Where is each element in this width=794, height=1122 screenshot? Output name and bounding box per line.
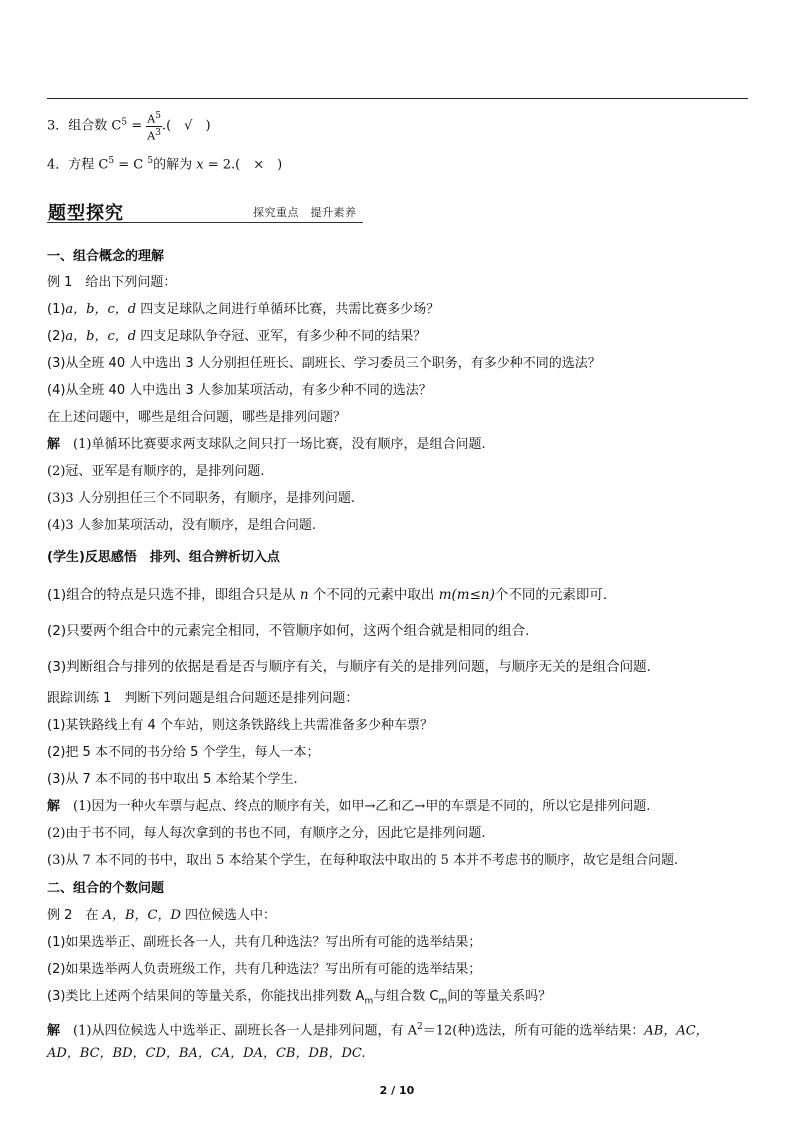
- q3-sub1: m: [364, 996, 374, 1007]
- example1-solution4: (4)3 人参加某项活动，没有顺序，是组合问题.: [47, 518, 316, 533]
- frac-den-sup: 3: [155, 127, 161, 138]
- solution-text: (1)因为一种火车票与起点、终点的顺序有关，如甲→乙和乙→甲的车票是不同的，所以它是排列问题.: [73, 799, 651, 814]
- q3-sub2: m: [438, 996, 448, 1007]
- solution-label: 解: [47, 1023, 61, 1039]
- training1: [47, 691, 358, 707]
- q3-text: (3)类比上述两个结果间的等量关系，你能找出排列数 A: [47, 989, 365, 1004]
- reflect-point3: (3)判断组合与排列的依据是看是否与顺序有关，与顺序有关的是排列问题，与顺序无关的是组合问题.: [47, 659, 651, 675]
- example2-text: 在: [85, 908, 103, 923]
- example1-solution3: (3)3 人分别担任三个不同职务，有顺序，是排列问题.: [47, 491, 355, 506]
- example2-q3: [47, 989, 551, 1010]
- solution-label: 解: [47, 799, 61, 814]
- solution-label: 解: [47, 437, 61, 452]
- item3-sup: 5: [121, 117, 128, 128]
- item4-sup2: 5: [147, 156, 154, 166]
- section-title: 题型探究: [48, 203, 124, 224]
- page-number: 2 / 10: [379, 1084, 415, 1097]
- example2-solution1-cont: [47, 1046, 366, 1062]
- sol-results2: AD，BC，BD，CD，BA，CA，DA，CB，DB，DC.: [47, 1046, 366, 1061]
- r1-text2: 个不同的元素中取出: [308, 587, 439, 603]
- sol-sup: 2: [416, 1022, 423, 1032]
- item4-x: x: [196, 157, 204, 173]
- item-4: [47, 153, 282, 173]
- q1-num: (1): [47, 302, 66, 317]
- example2: [47, 908, 276, 924]
- reflect-heading: (学生)反思感悟 排列、组合辨析切入点: [47, 550, 280, 565]
- example1-q3: (3)从全班 40 人中选出 3 人分别担任班长、副班长、学习委员三个职务，有多少种不同的选法？: [47, 356, 601, 371]
- item4-text2: 的解为: [153, 157, 197, 173]
- sol-text: (1)从四位候选人中选举正、副班长各一人是排列问题，有 A: [73, 1023, 417, 1039]
- training1-label: 跟踪训练 1: [47, 691, 112, 706]
- q3-text3: 间的等量关系吗？: [447, 989, 552, 1004]
- example1-q4: (4)从全班 40 人中选出 3 人参加某项活动，有多少种不同的选法？: [47, 383, 432, 398]
- solution-text: (1)单循环比赛要求两支球队之间只打一场比赛，没有顺序，是组合问题.: [73, 437, 486, 452]
- q1-vars: a，b，c，d: [65, 302, 137, 317]
- example1-label: 例 1: [47, 275, 73, 290]
- item4-sup1: 5: [108, 156, 115, 166]
- item4-mid: = C: [114, 157, 148, 173]
- training1-q1: (1)某铁路线上有 4 个车站，则这条铁路线上共需准备多少种车票？: [47, 718, 433, 733]
- item4-answer: = 2.( × ): [203, 157, 283, 173]
- example2-label: 例 2: [47, 908, 73, 923]
- item3-text: 3．组合数 C: [47, 118, 122, 134]
- reflect-point2: (2)只要两个组合中的元素完全相同，不管顺序如何，这两个组合就是相同的组合.: [47, 623, 530, 639]
- example1-solution1: [47, 437, 486, 453]
- training1-solution1: [47, 799, 650, 815]
- frac-den: A: [147, 129, 156, 143]
- sol-text2: ＝12(种)选法，所有可能的选举结果：: [422, 1023, 645, 1039]
- q2-vars: a，b，c，d: [65, 329, 137, 344]
- reflect-point1: [47, 587, 607, 603]
- r1-text3: 个不同的元素即可.: [494, 587, 608, 603]
- example2-solution1: [47, 1019, 709, 1039]
- item-3: [47, 110, 211, 142]
- example1: [47, 275, 176, 291]
- item3-answer: .( √ ): [161, 118, 211, 134]
- example1-text: 给出下列问题：: [85, 275, 177, 290]
- q2-text: 四支足球队争夺冠、亚军，有多少种不同的结果？: [136, 329, 427, 344]
- training1-solution2: (2)由于书不同，每人每次拿到的书也不同，有顺序之分，因此它是排列问题.: [47, 826, 486, 841]
- q2-num: (2): [47, 329, 66, 344]
- part2-heading: 二、组合的个数问题: [47, 881, 165, 896]
- training1-solution3: (3)从 7 本不同的书中，取出 5 本给某个学生，在每种取法中取出的 5 本并不考虑书的顺序，故它是组合问题.: [47, 853, 679, 868]
- q3-text2: 与组合数 C: [373, 989, 439, 1004]
- training1-q3: (3)从 7 本不同的书中取出 5 本给某个学生.: [47, 772, 298, 787]
- frac-num: A: [147, 112, 156, 126]
- sol-results1: AB，AC，: [644, 1023, 709, 1039]
- example1-q2: [47, 329, 426, 345]
- example2-vars: A，B，C，D: [102, 908, 181, 923]
- example2-text2: 四位候选人中：: [180, 908, 277, 923]
- example1-q1: [47, 302, 439, 318]
- r1-text: (1)组合的特点是只选不排，即组合只是从: [47, 587, 300, 603]
- section-subtitle: 探究重点 提升素养: [253, 206, 357, 219]
- top-rule: [47, 98, 748, 99]
- example2-q1: (1)如果选举正、副班长各一人，共有几种选法？写出所有可能的选举结果；: [47, 935, 482, 950]
- section-rule: [47, 222, 363, 223]
- q1-text: 四支足球队之间进行单循环比赛，共需比赛多少场？: [136, 302, 440, 317]
- item3-eq: =: [127, 118, 147, 134]
- r1-n: n: [299, 587, 309, 603]
- part1-heading: 一、组合概念的理解: [47, 249, 165, 264]
- training1-q2: (2)把 5 本不同的书分给 5 个学生，每人一本；: [47, 745, 320, 760]
- frac-num-sup: 5: [155, 111, 161, 121]
- r1-m: m(m≤n): [438, 587, 495, 603]
- item4-text: 4．方程 C: [47, 157, 109, 173]
- item3-fraction: [146, 110, 162, 142]
- example1-q5: 在上述问题中，哪些是组合问题，哪些是排列问题？: [47, 410, 347, 425]
- example2-q2: (2)如果选举两人负责班级工作，共有几种选法？写出所有可能的选举结果；: [47, 962, 482, 977]
- training1-text: 判断下列问题是组合问题还是排列问题：: [124, 691, 359, 706]
- example1-solution2: (2)冠、亚军是有顺序的，是排列问题.: [47, 464, 265, 479]
